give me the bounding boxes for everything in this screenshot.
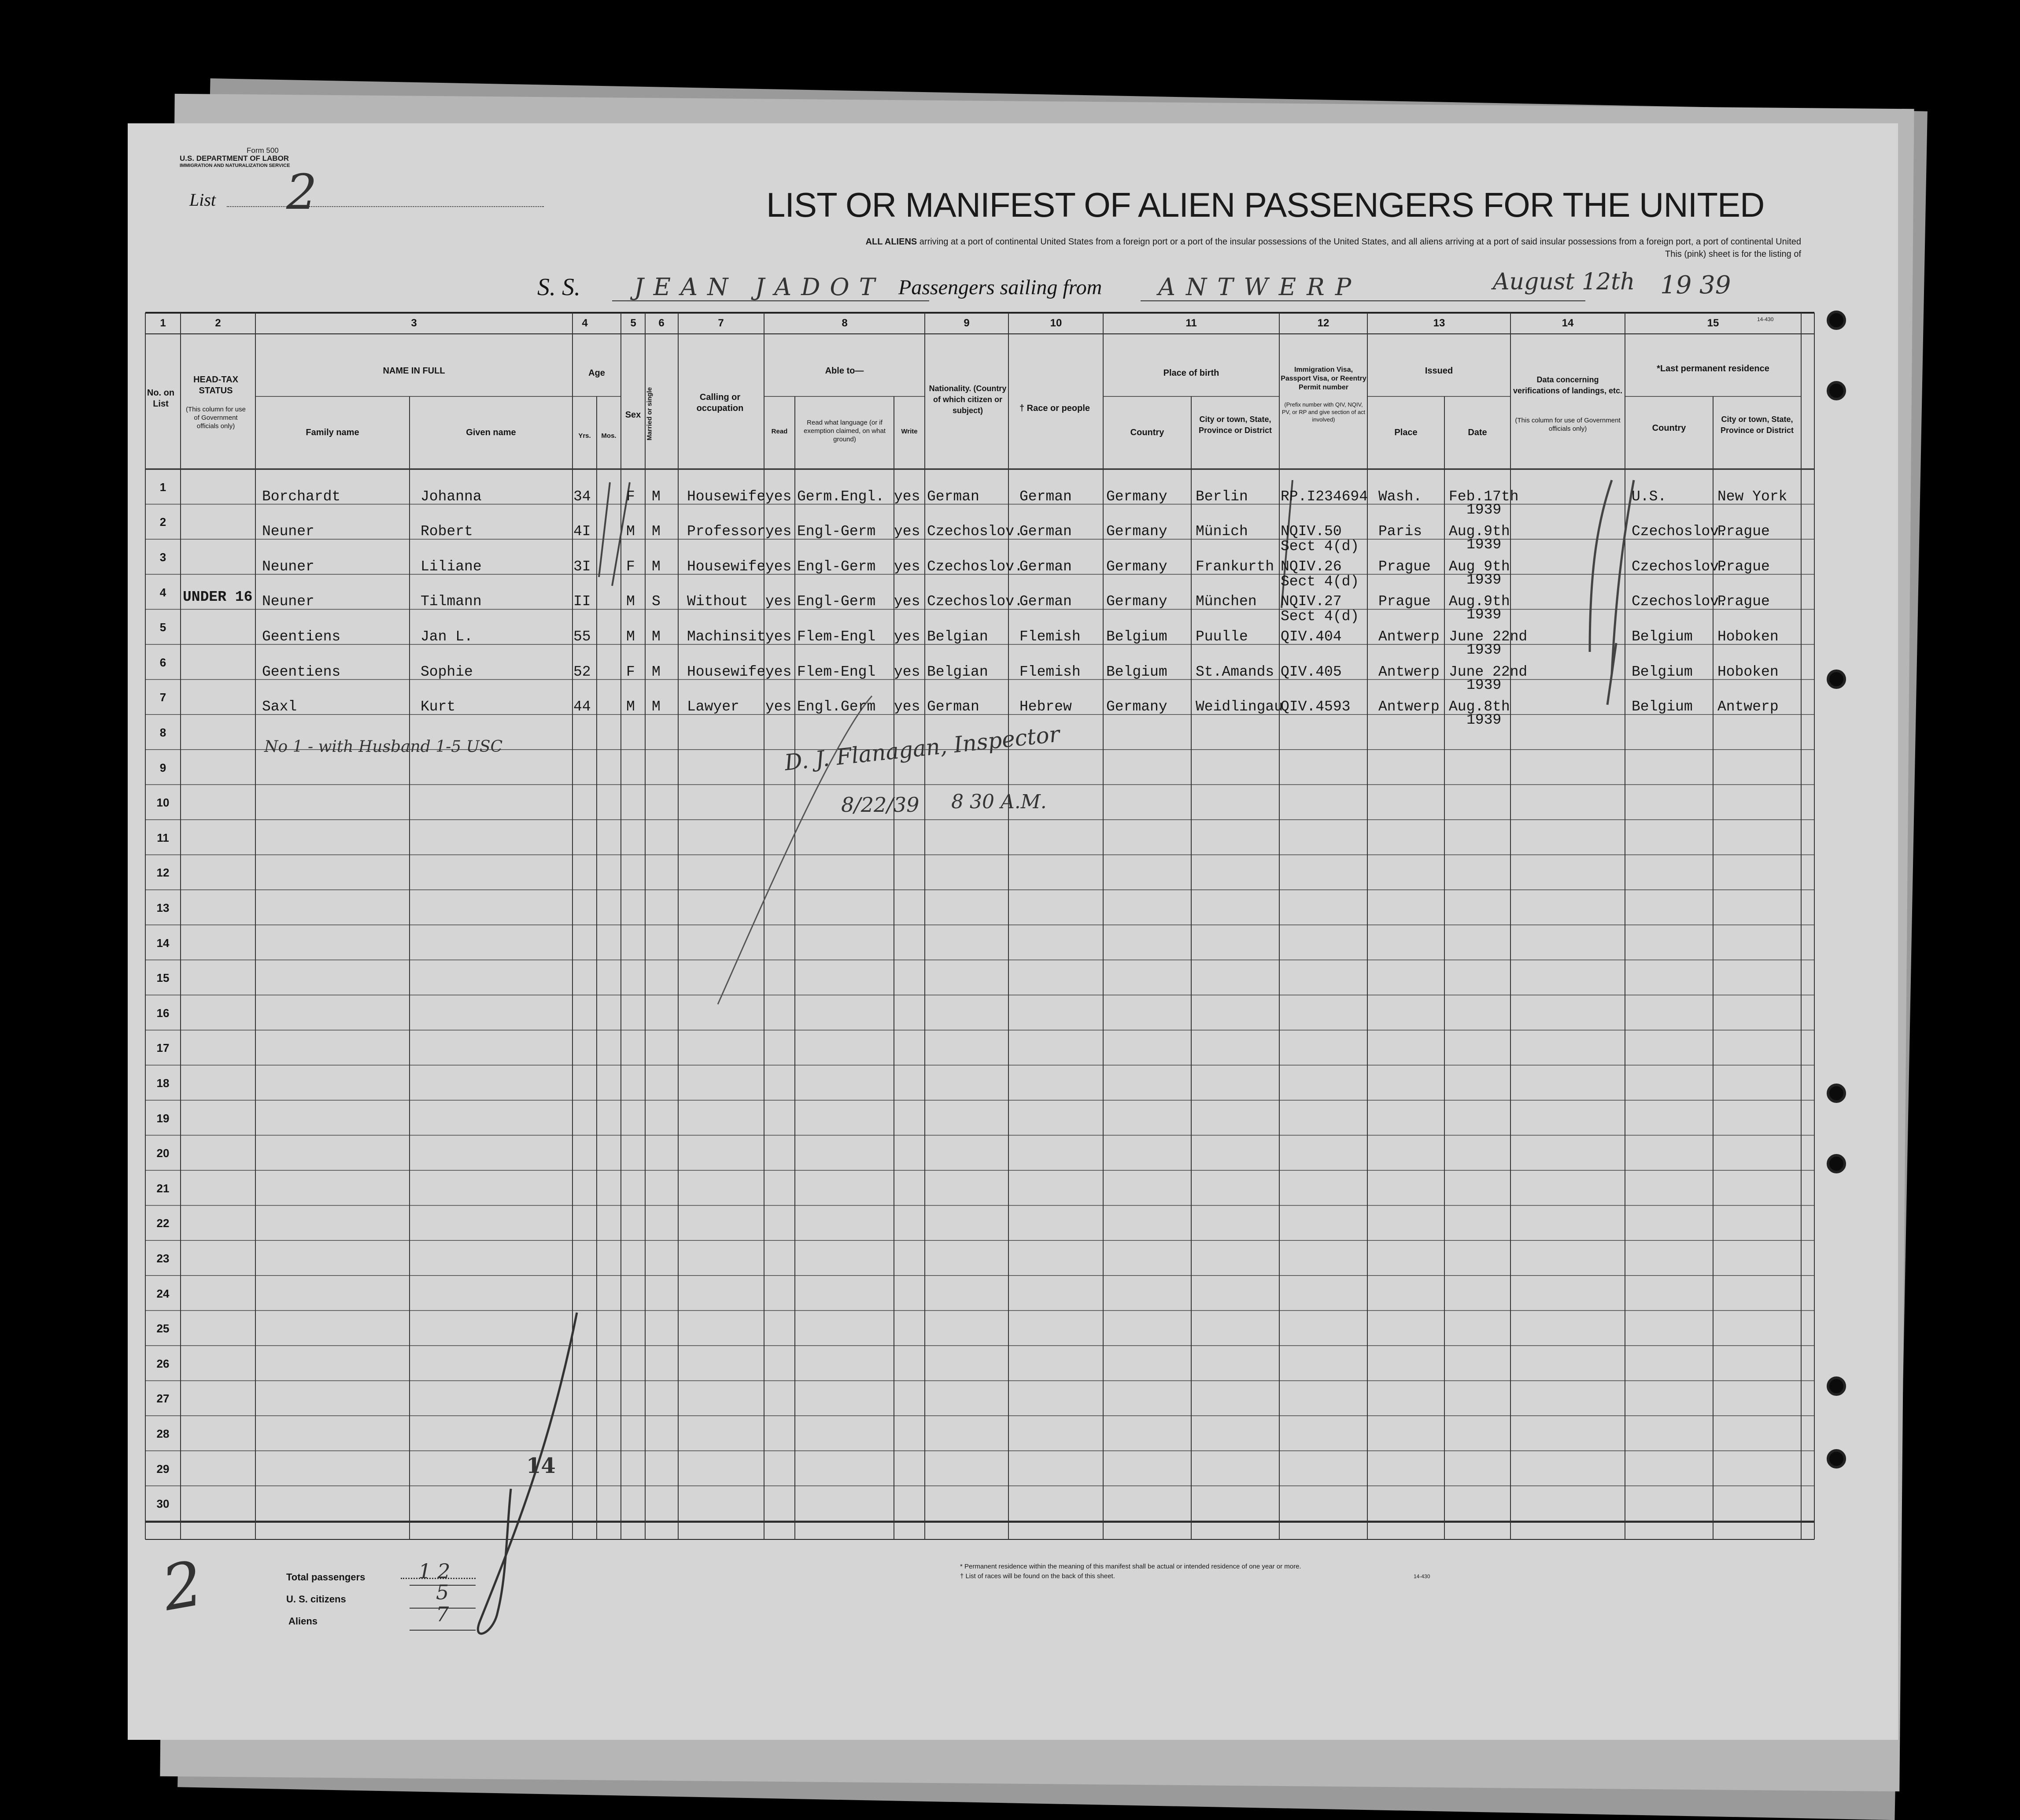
aliens-label: Aliens: [288, 1616, 318, 1627]
header-able-to: Able to—: [825, 366, 864, 376]
header-birth-country: Country: [1130, 428, 1164, 437]
age-years-cell: 55: [573, 629, 591, 645]
family-name-cell: Neuner: [262, 593, 314, 610]
issue-year-cell: 1939: [1466, 501, 1502, 518]
race-cell: Hebrew: [1019, 699, 1072, 715]
birth-country-cell: Germany: [1106, 558, 1167, 575]
header-sex: Sex: [625, 410, 641, 420]
header-write: Write: [901, 428, 918, 435]
list-mark: 2: [157, 1547, 208, 1625]
header-read-language: Read what language (or if exemption claimed, on what ground): [804, 419, 886, 443]
read-cell: yes: [765, 523, 792, 540]
residence-country-cell: Czechoslov.: [1632, 558, 1728, 575]
list-label: List: [189, 190, 216, 210]
row-number: 22: [156, 1217, 170, 1230]
footnote-code: 14-430: [1414, 1573, 1430, 1580]
header-given-name: Given name: [466, 428, 516, 437]
sex-cell: F: [626, 488, 635, 505]
row-number: 19: [156, 1111, 170, 1125]
birth-city-cell: Berlin: [1196, 488, 1248, 505]
issue-year-cell: 1939: [1466, 677, 1502, 693]
manifest-sheet: [128, 123, 1898, 1740]
header-yrs: Yrs.: [578, 432, 591, 440]
residence-country-cell: Belgium: [1632, 629, 1693, 645]
header-place-of-birth: Place of birth: [1163, 368, 1219, 378]
write-cell: yes: [894, 699, 920, 715]
binder-hole: [1827, 311, 1846, 330]
header-res-city: City or town, State, Province or District: [1720, 415, 1794, 435]
issue-date-cell: Aug.8th: [1449, 699, 1510, 715]
occupation-cell: Professor: [687, 523, 766, 540]
row-number: 8: [159, 726, 166, 740]
given-name-cell: Sophie: [421, 663, 473, 680]
header-issued-date: Date: [1468, 428, 1487, 437]
header-issued: Issued: [1425, 366, 1453, 376]
inspection-time: 8 30 A.M.: [951, 791, 1047, 813]
ss-label: S. S.: [537, 274, 580, 301]
ship-name: JEAN JADOT: [634, 273, 885, 301]
language-cell: Germ.Engl.: [797, 488, 885, 505]
header-landing-note: (This column for use of Government officials only): [1515, 417, 1621, 433]
issue-place-cell: Antwerp: [1378, 699, 1440, 715]
sex-cell: F: [626, 663, 635, 680]
sex-cell: M: [626, 629, 635, 645]
inspector-signature: D. J. Flanagan, Inspector: [783, 721, 1061, 776]
issue-year-cell: 1939: [1466, 607, 1502, 623]
residence-city-cell: Hoboken: [1717, 663, 1779, 680]
language-cell: Engl-Germ: [797, 593, 876, 610]
issue-year-cell: 1939: [1466, 536, 1502, 553]
issue-place-cell: Antwerp: [1378, 663, 1440, 680]
birth-city-cell: Weidlingau: [1196, 699, 1283, 715]
issue-place-cell: Wash.: [1378, 488, 1422, 505]
visa-number-cell: QIV.4593: [1281, 699, 1351, 715]
form-number: Form 500: [247, 146, 279, 155]
race-cell: German: [1019, 593, 1072, 610]
row-number: 9: [159, 761, 166, 774]
marital-status-cell: M: [652, 663, 661, 680]
given-name-cell: Johanna: [421, 488, 482, 505]
sailing-label: Passengers sailing from: [898, 276, 1102, 299]
given-name-cell: Robert: [421, 523, 473, 540]
header-read: Read: [771, 428, 788, 435]
birth-city-cell: St.Amands: [1196, 663, 1274, 680]
sex-cell: M: [626, 523, 635, 540]
marital-status-cell: M: [652, 523, 661, 540]
read-cell: yes: [765, 663, 792, 680]
write-cell: yes: [894, 593, 920, 610]
occupation-cell: Housewife: [687, 663, 766, 680]
age-years-cell: 34: [573, 488, 591, 505]
visa-number-cell: NQIV.50: [1281, 523, 1342, 540]
birth-country-cell: Germany: [1106, 488, 1167, 505]
header-last-residence: *Last permanent residence: [1657, 364, 1769, 374]
nationality-cell: Belgian: [927, 629, 988, 645]
column-number: 5: [630, 317, 636, 329]
binder-hole: [1827, 1154, 1846, 1173]
read-cell: yes: [765, 629, 792, 645]
race-cell: Flemish: [1019, 663, 1081, 680]
sex-cell: M: [626, 699, 635, 715]
family-name-cell: Neuner: [262, 558, 314, 575]
marital-status-cell: S: [652, 593, 661, 610]
read-cell: yes: [765, 699, 792, 715]
footnote-residence: * Permanent residence within the meaning of this manifest shall be actual or intended residence of one year or more.: [960, 1563, 1301, 1570]
marital-status-cell: M: [652, 488, 661, 505]
manifest-title: LIST OR MANIFEST OF ALIEN PASSENGERS FOR THE UNITED: [766, 185, 1765, 224]
row8-note: No 1 - with Husband 1-5 USC: [264, 738, 503, 756]
row-number: 6: [159, 655, 166, 669]
language-cell: Engl-Germ: [797, 558, 876, 575]
nationality-cell: Czechoslov.: [927, 523, 1023, 540]
residence-city-cell: New York: [1717, 488, 1787, 505]
header-nationality: Nationality. (Country of which citizen or subject): [929, 384, 1007, 415]
column-number: 7: [718, 317, 724, 329]
column-number: 8: [842, 317, 848, 329]
header-code: 14-430: [1757, 316, 1774, 322]
read-cell: yes: [765, 558, 792, 575]
sailing-date: August 12th: [1493, 269, 1635, 295]
race-cell: Flemish: [1019, 629, 1081, 645]
language-cell: Flem-Engl: [797, 629, 876, 645]
row-number: 3: [159, 551, 166, 564]
column-number: 11: [1185, 317, 1197, 329]
family-name-cell: Neuner: [262, 523, 314, 540]
birth-city-cell: München: [1196, 593, 1257, 610]
issue-year-cell: 1939: [1466, 571, 1502, 588]
binder-hole: [1827, 670, 1846, 689]
binder-hole: [1827, 1084, 1846, 1103]
age-years-cell: 44: [573, 699, 591, 715]
header-race: † Race or people: [1019, 403, 1090, 413]
birth-city-cell: Münich: [1196, 523, 1248, 540]
occupation-cell: Housewife: [687, 558, 766, 575]
column-number: 12: [1317, 317, 1329, 329]
birth-country-cell: Belgium: [1106, 629, 1167, 645]
given-name-cell: Tilmann: [421, 593, 482, 610]
language-cell: Flem-Engl: [797, 663, 876, 680]
department: U.S. DEPARTMENT OF LABOR: [180, 154, 289, 163]
row-number: 28: [156, 1427, 170, 1441]
row-number: 18: [156, 1076, 170, 1090]
issue-date-cell: June 22nd: [1449, 629, 1528, 645]
header-married: Married or single: [646, 387, 654, 440]
residence-city-cell: Prague: [1717, 593, 1770, 610]
visa-number-cell: NQIV.27: [1281, 593, 1342, 610]
row-number: 10: [156, 796, 170, 810]
row-number: 11: [157, 831, 169, 844]
row-number: 12: [156, 866, 170, 880]
nationality-cell: Czechoslov.: [927, 593, 1023, 610]
given-name-cell: Liliane: [421, 558, 482, 575]
residence-country-cell: Czechoslov.: [1632, 593, 1728, 610]
marital-status-cell: M: [652, 699, 661, 715]
age-years-cell: 4I: [573, 523, 591, 540]
footnote-races: † List of races will be found on the back of this sheet.: [960, 1572, 1115, 1580]
birth-country-cell: Belgium: [1106, 663, 1167, 680]
birth-country-cell: Germany: [1106, 699, 1167, 715]
issue-date-cell: Feb.17th: [1449, 488, 1519, 505]
header-visa: Immigration Visa, Passport Visa, or Reentry Permit number: [1281, 366, 1366, 391]
row-number: 24: [156, 1287, 170, 1300]
header-no-on-list: No. on List: [147, 388, 175, 409]
row-number: 21: [156, 1181, 170, 1195]
issue-year-cell: 1939: [1466, 712, 1502, 729]
column-number: 14: [1562, 317, 1574, 329]
birth-country-cell: Germany: [1106, 593, 1167, 610]
total-passengers-value: 12: [418, 1559, 457, 1583]
write-cell: yes: [894, 629, 920, 645]
row-number: 23: [156, 1252, 170, 1265]
port-name: ANTWERP: [1158, 273, 1362, 301]
race-cell: German: [1019, 523, 1072, 540]
header-name-in-full: NAME IN FULL: [383, 366, 445, 376]
language-cell: Engl.Germ: [797, 699, 876, 715]
column-number: 2: [215, 317, 221, 329]
family-name-cell: Geentiens: [262, 663, 341, 680]
visa-number-cell: RP.I234694: [1281, 488, 1368, 505]
given-name-cell: Jan L.: [421, 629, 473, 645]
row-number: 4: [159, 585, 166, 599]
visa-number-cell: NQIV.26: [1281, 558, 1342, 575]
marital-status-cell: M: [652, 558, 661, 575]
header-head-tax-note: (This column for use of Government officials only): [186, 406, 246, 430]
row-number: 26: [156, 1357, 170, 1370]
residence-country-cell: Czechoslov.: [1632, 523, 1728, 540]
given-name-cell: Kurt: [421, 699, 456, 715]
residence-city-cell: Prague: [1717, 558, 1770, 575]
column-number: 10: [1050, 317, 1062, 329]
occupation-cell: Without: [687, 593, 748, 610]
issue-date-cell: Aug.9th: [1449, 593, 1510, 610]
occupation-cell: Lawyer: [687, 699, 739, 715]
column-number: 9: [964, 317, 970, 329]
header-head-tax: HEAD-TAX STATUS: [193, 375, 238, 396]
issue-date-cell: Aug 9th: [1449, 558, 1510, 575]
write-cell: yes: [894, 558, 920, 575]
visa-number-cell: QIV.404: [1281, 629, 1342, 645]
binder-hole: [1827, 1376, 1846, 1396]
visa-section-cell: Sect 4(d): [1281, 573, 1359, 590]
header-family-name: Family name: [306, 428, 359, 437]
header-landing-data: Data concerning verifications of landings, etc.: [1513, 375, 1623, 395]
race-cell: German: [1019, 558, 1072, 575]
binder-hole: [1827, 381, 1846, 400]
inspection-date: 8/22/39: [841, 793, 920, 817]
visa-section-cell: Sect 4(d): [1281, 608, 1359, 625]
issue-date-cell: Aug.9th: [1449, 523, 1510, 540]
age-years-cell: 52: [573, 663, 591, 680]
write-cell: yes: [894, 488, 920, 505]
birth-country-cell: Germany: [1106, 523, 1167, 540]
all-aliens-label: ALL ALIENS: [865, 237, 917, 247]
write-cell: yes: [894, 663, 920, 680]
occupation-cell: Housewife: [687, 488, 766, 505]
issue-year-cell: 1939: [1466, 642, 1502, 658]
header-visa-note: (Prefix number with QIV, NQIV, PV, or RP and give section of act involved): [1281, 401, 1366, 423]
row-number: 5: [159, 621, 166, 634]
family-name-cell: Borchardt: [262, 488, 341, 505]
row-number: 16: [156, 1006, 170, 1020]
row-number: 1: [159, 480, 166, 494]
column-number: 4: [582, 317, 588, 329]
read-cell: yes: [765, 488, 792, 505]
head-tax-cell: UNDER 16: [183, 589, 253, 606]
header-res-country: Country: [1652, 423, 1686, 433]
residence-city-cell: Hoboken: [1717, 629, 1779, 645]
aliens-line: [410, 1630, 476, 1631]
row-number: 2: [159, 515, 166, 529]
us-citizens-label: U. S. citizens: [286, 1594, 346, 1605]
language-cell: Engl-Germ: [797, 523, 876, 540]
header-issued-place: Place: [1394, 428, 1418, 437]
read-cell: yes: [765, 593, 792, 610]
row-number: 20: [156, 1147, 170, 1160]
binder-hole: [1827, 1449, 1846, 1469]
aliens-value: 7: [436, 1602, 449, 1626]
residence-country-cell: U.S.: [1632, 488, 1667, 505]
column-number: 3: [411, 317, 417, 329]
count-mark: 14: [526, 1454, 556, 1478]
row-number: 14: [156, 936, 170, 950]
column-number: 6: [658, 317, 665, 329]
row-number: 29: [156, 1462, 170, 1476]
residence-country-cell: Belgium: [1632, 663, 1693, 680]
row-number: 7: [159, 691, 166, 704]
column-number: 1: [160, 317, 166, 329]
nationality-cell: Belgian: [927, 663, 988, 680]
residence-country-cell: Belgium: [1632, 699, 1693, 715]
age-years-cell: 3I: [573, 558, 591, 575]
column-number: 15: [1707, 317, 1719, 329]
family-name-cell: Geentiens: [262, 629, 341, 645]
issue-date-cell: June 22nd: [1449, 663, 1528, 680]
issue-place-cell: Prague: [1378, 558, 1431, 575]
issue-place-cell: Prague: [1378, 593, 1431, 610]
race-cell: German: [1019, 488, 1072, 505]
occupation-cell: Machinsit: [687, 629, 766, 645]
issue-place-cell: Paris: [1378, 523, 1422, 540]
subtitle-line-1: arriving at a port of continental United States from a foreign port or a port of the insular possessions of the United States, and all aliens arriving at a port of said insular possessions from a foreign port, a port of continental United: [919, 237, 1801, 247]
visa-number-cell: QIV.405: [1281, 663, 1342, 680]
row-number: 25: [156, 1322, 170, 1335]
row-number: 13: [156, 901, 170, 915]
list-number: 2: [286, 164, 317, 220]
sex-cell: F: [626, 558, 635, 575]
write-cell: yes: [894, 523, 920, 540]
marital-status-cell: M: [652, 629, 661, 645]
row-number: 15: [156, 971, 170, 985]
sailing-year: 19 39: [1660, 271, 1731, 300]
issue-place-cell: Antwerp: [1378, 629, 1440, 645]
nationality-cell: Czechoslov.: [927, 558, 1023, 575]
age-years-cell: II: [573, 593, 591, 610]
residence-city-cell: Antwerp: [1717, 699, 1779, 715]
column-number: 13: [1433, 317, 1445, 329]
us-citizens-value: 5: [436, 1580, 449, 1604]
row-number: 17: [156, 1041, 170, 1055]
header-birth-city: City or town, State, Province or District: [1198, 415, 1272, 435]
birth-city-cell: Frankurth: [1196, 558, 1274, 575]
birth-city-cell: Puulle: [1196, 629, 1248, 645]
visa-section-cell: Sect 4(d): [1281, 538, 1359, 555]
residence-city-cell: Prague: [1717, 523, 1770, 540]
header-mos: Mos.: [601, 432, 617, 440]
sex-cell: M: [626, 593, 635, 610]
total-passengers-label: Total passengers: [286, 1572, 366, 1583]
nationality-cell: German: [927, 699, 979, 715]
header-calling: Calling or occupation: [696, 392, 744, 413]
family-name-cell: Saxl: [262, 699, 297, 715]
nationality-cell: German: [927, 488, 979, 505]
row-number: 27: [156, 1392, 170, 1406]
subtitle-line-2: This (pink) sheet is for the listing of: [1665, 249, 1801, 259]
service: IMMIGRATION AND NATURALIZATION SERVICE: [180, 163, 290, 168]
row-number: 30: [156, 1497, 170, 1511]
header-age: Age: [588, 368, 605, 378]
